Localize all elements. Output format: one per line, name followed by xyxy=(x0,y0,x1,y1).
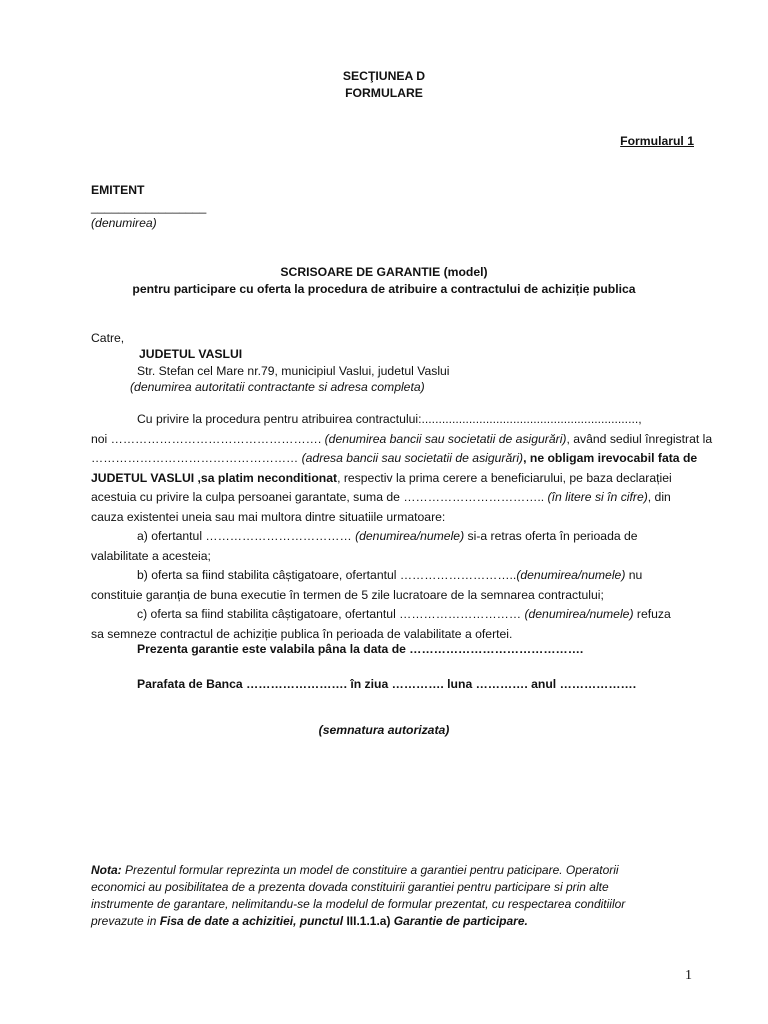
note-line: instrumente de garantare, nelimitandu-se la modelul de formular prezentat, cu respectarea conditiilor xyxy=(91,897,626,911)
condition-b-line: constituie garanția de buna executie în termen de 5 zile lucratoare de la semnarea contractului; xyxy=(91,587,604,602)
bank-stamp-line: Parafata de Banca ……………………. în ziua …………. luna …………. anul ………………. xyxy=(137,677,637,691)
note-line: Nota: Prezentul formular reprezinta un model de constituire a garantiei pentru paticipare. Operatorii xyxy=(91,863,619,877)
section-heading: SECŢIUNEA D xyxy=(342,69,426,83)
body-line: acestuia cu privire la culpa persoanei garantate, suma de …………………………….. (în litere si în cifre), din xyxy=(91,490,671,504)
condition-b-line: b) oferta sa fiind stabilita câștigatoare, ofertantul ………………………..(denumirea/numele) nu xyxy=(137,568,643,582)
recipient-address: Str. Stefan cel Mare nr.79, municipiul Vaslui, judetul Vaslui xyxy=(137,364,450,378)
recipient-hint: (denumirea autoritatii contractante si adresa completa) xyxy=(130,380,425,394)
condition-a-line: valabilitate a acesteia; xyxy=(91,548,211,563)
signature-placeholder: (semnatura autorizata) xyxy=(318,723,450,737)
condition-c-line: c) oferta sa fiind stabilita câștigatoare, ofertantul ………………………… (denumirea/numele) refuza xyxy=(137,607,671,621)
body-line: …………………………………………… (adresa bancii sau societatii de asigurări), ne obligam irevocabil fata de xyxy=(91,451,698,465)
guarantee-body xyxy=(91,410,713,644)
letter-subtitle: pentru participare cu oferta la procedura de atribuire a contractului de achiziție publica xyxy=(132,282,636,296)
body-line: cauza existentei uneia sau mai multora dintre situatiile urmatoare: xyxy=(91,509,446,524)
recipient-salutation: Catre, xyxy=(91,331,125,345)
letter-title: SCRISOARE DE GARANTIE (model) xyxy=(280,265,488,279)
condition-a-line: a) ofertantul ……………………………… (denumirea/numele) si-a retras oferta în perioada de xyxy=(137,529,638,543)
issuer-hint: (denumirea) xyxy=(91,216,157,230)
validity-line: Prezenta garantie este valabila pâna la data de ……………………………………. xyxy=(137,642,584,656)
condition-c-line: sa semneze contractul de achiziție publica în perioada de valabilitate a ofertei. xyxy=(91,626,513,641)
body-line: JUDETUL VASLUI ,sa platim neconditionat, respectiv la prima cerere a beneficiarului, pe baza declarației xyxy=(91,470,672,485)
body-line: noi ……………………………………………. (denumirea bancii sau societatii de asigurări), având sediul înregistrat la xyxy=(91,431,713,446)
issuer-blank-line: _________________ xyxy=(91,200,207,214)
footnote xyxy=(91,862,695,930)
forms-heading: FORMULARE xyxy=(345,86,423,100)
page-number: 1 xyxy=(685,968,692,983)
form-number: Formularul 1 xyxy=(620,134,694,148)
recipient-name: JUDETUL VASLUI xyxy=(139,347,243,361)
issuer-label: EMITENT xyxy=(91,183,145,197)
note-label: Nota: xyxy=(91,863,122,877)
body-line: Cu privire la procedura pentru atribuirea contractului:................................................................, xyxy=(137,412,642,426)
note-line: prevazute in Fisa de date a achizitiei, punctul III.1.1.a) Garantie de participare. xyxy=(91,914,528,928)
note-line: economici au posibilitatea de a prezenta dovada constituirii garantiei pentru participare si prin alte xyxy=(91,880,609,894)
